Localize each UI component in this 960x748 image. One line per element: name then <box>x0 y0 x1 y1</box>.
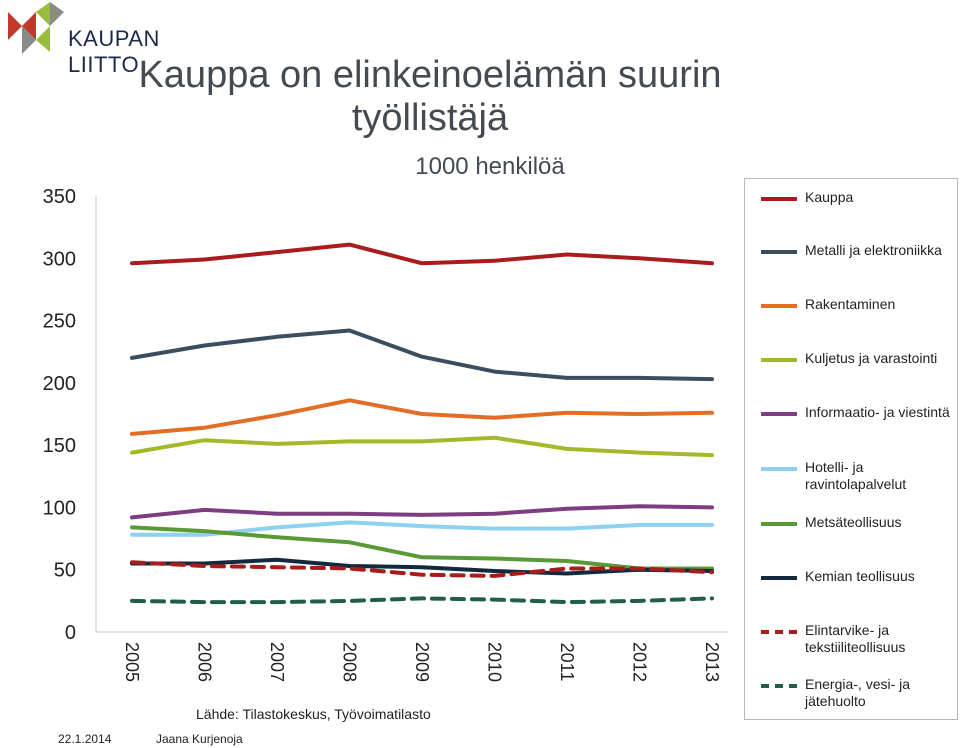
y-tick-label: 0 <box>64 622 76 644</box>
x-tick-label: 2008 <box>339 641 360 683</box>
legend-label: Kauppa <box>805 189 854 205</box>
legend-label: Rakentaminen <box>805 296 896 312</box>
y-tick-label: 200 <box>42 372 76 395</box>
legend-swatch <box>761 358 797 362</box>
series-line-4 <box>132 506 712 517</box>
legend-swatch <box>761 412 797 416</box>
x-tick-label: 2010 <box>484 641 505 683</box>
x-tick-label: 2009 <box>412 641 432 683</box>
series-line-1 <box>132 331 712 380</box>
series-line-0 <box>132 245 712 264</box>
y-tick-label: 250 <box>42 310 76 333</box>
legend-label: Kemian teollisuus <box>805 568 915 584</box>
series-line-2 <box>132 400 712 434</box>
legend-swatch <box>761 576 797 580</box>
title-line-2: työllistäjä <box>351 97 509 139</box>
logo-text: KAUPAN LIITTO <box>68 26 160 77</box>
legend-label: Metalli ja elektroniikka <box>805 242 942 258</box>
footer-author: Jaana Kurjenoja <box>156 732 243 746</box>
y-tick-label: 350 <box>42 186 76 208</box>
legend-label: Energia-, vesi- ja jätehuolto <box>805 676 911 709</box>
legend-swatch <box>761 630 797 634</box>
x-tick-label: 2005 <box>122 641 142 683</box>
series-line-3 <box>132 438 712 455</box>
legend-label: Kuljetus ja varastointi <box>805 350 938 366</box>
x-tick-label: 2011 <box>557 642 577 682</box>
footer-date: 22.1.2014 <box>58 732 112 746</box>
y-tick-label: 100 <box>42 497 76 520</box>
y-tick-label: 150 <box>42 435 76 458</box>
x-tick-label: 2012 <box>629 641 650 683</box>
x-tick-label: 2013 <box>702 641 722 683</box>
legend-swatch <box>761 684 797 688</box>
source-note: Lähde: Tilastokeskus, Työvoimatilasto <box>196 706 431 722</box>
legend-label: Informaatio- ja viestintä <box>805 404 950 420</box>
x-tick-label: 2007 <box>267 641 287 683</box>
legend-swatch <box>761 467 797 471</box>
legend-swatch <box>761 197 797 201</box>
legend-swatch <box>761 304 797 308</box>
y-tick-label: 50 <box>53 559 76 582</box>
legend-label: Hotelli- ja ravintolapalvelut <box>805 459 907 492</box>
legend-swatch <box>761 522 797 526</box>
x-tick-label: 2006 <box>194 641 215 683</box>
title-line-1: Kauppa on elinkeinoelämän suurin <box>138 54 722 96</box>
legend-label: Metsäteollisuus <box>805 514 902 530</box>
chart-subtitle: 1000 henkilöä <box>415 153 565 180</box>
legend-swatch <box>761 250 797 254</box>
y-tick-label: 300 <box>42 248 76 271</box>
series-line-9 <box>132 598 712 602</box>
chart-legend <box>744 178 958 720</box>
legend-label: Elintarvike- ja tekstiiliteollisuus <box>805 622 906 655</box>
